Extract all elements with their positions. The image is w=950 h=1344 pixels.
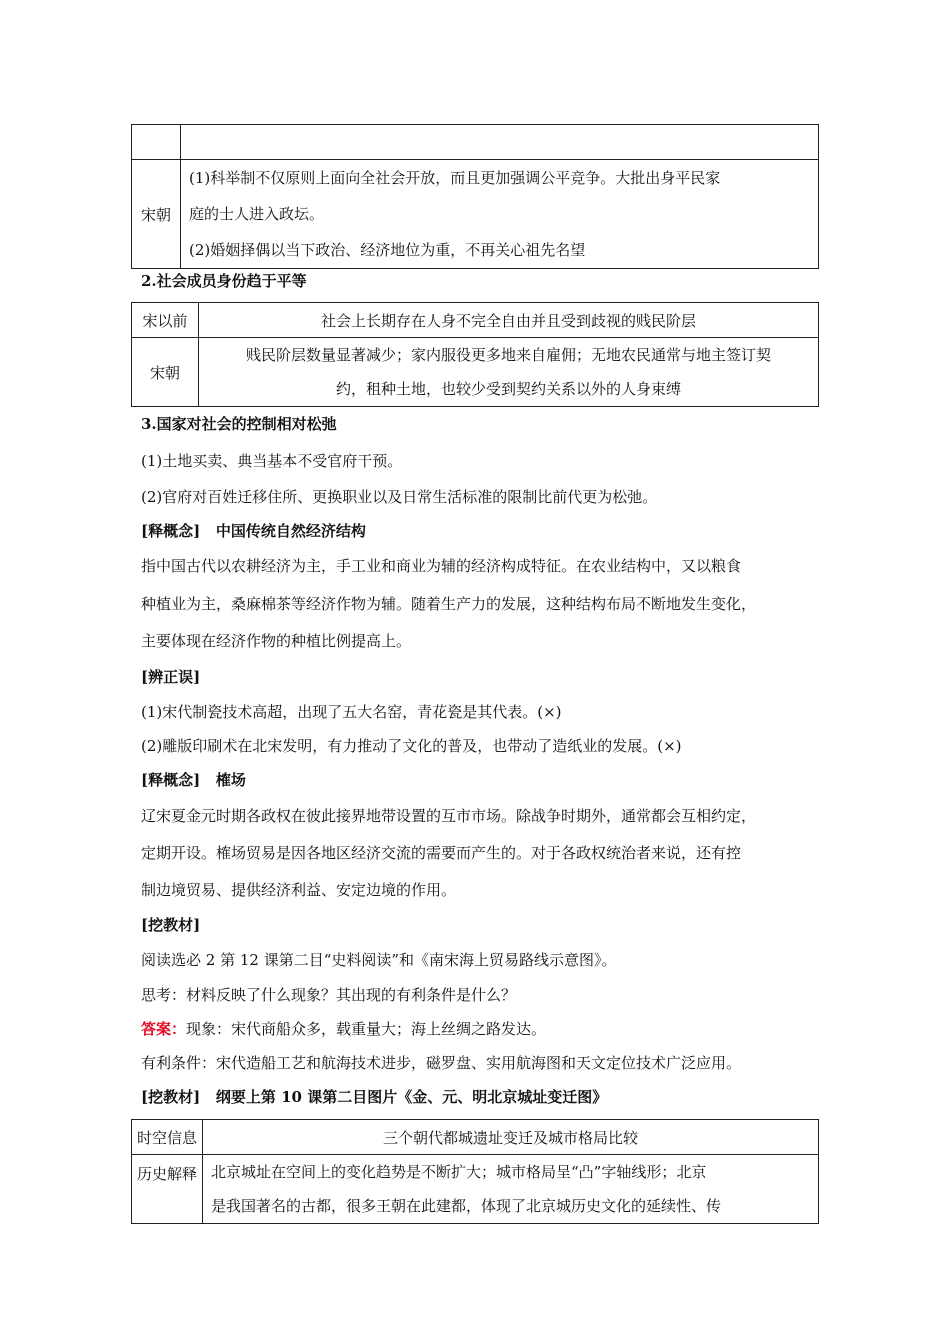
beijing-city-table xyxy=(131,1119,819,1224)
table-cell: 社会上长期存在人身不完全自由并且受到歧视的贱民阶层 xyxy=(199,303,819,338)
paragraph-line: 辽宋夏金元时期各政权在彼此接界地带设置的互市市场。除战争时期外，通常都会互相约定， xyxy=(141,807,757,825)
paragraph-line: 主要体现在经济作物的种植比例提高上。 xyxy=(141,632,412,650)
table-row xyxy=(132,125,819,160)
answer-label: 答案： xyxy=(141,1020,187,1038)
song-dynasty-table xyxy=(131,124,819,269)
textbook-title: 纲要上第 10 课第二目图片《金、元、明北京城址变迁图》 xyxy=(215,1088,608,1106)
correction-item: (1)宋代制瓷技术高超，出现了五大名窑，青花瓷是其代表。(×) xyxy=(141,703,562,721)
cell-line: 约，租种土地，也较少受到契约关系以外的人身束缚 xyxy=(335,380,681,398)
section-3-item: (2)官府对百姓迁移住所、更换职业以及日常生活标准的限制比前代更为松弛。 xyxy=(141,488,658,506)
concept-title: 中国传统自然经济结构 xyxy=(215,522,366,540)
concept-tag: [释概念] xyxy=(141,771,201,789)
row-label: 宋朝 xyxy=(132,338,199,407)
paragraph-line: 制边境贸易、提供经济利益、安定边境的作用。 xyxy=(141,881,457,899)
paragraph-line: 定期开设。榷场贸易是因各地区经济交流的需要而产生的。对于各政权统治者来说，还有控 xyxy=(141,844,742,862)
table-row xyxy=(132,1155,819,1224)
paragraph-line: 有利条件：宋代造船工艺和航海技术进步，磁罗盘、实用航海图和天文定位技术广泛应用。 xyxy=(141,1054,742,1072)
table-cell xyxy=(181,125,819,160)
answer-line xyxy=(141,1019,546,1039)
row-label: 历史解释 xyxy=(132,1155,203,1224)
cell-line: 贱民阶层数量显著减少；家内服役更多地来自雇佣；无地农民通常与地主签订契 xyxy=(245,346,771,364)
row-label: 宋朝 xyxy=(132,160,181,269)
section-3-title: 3.国家对社会的控制相对松弛 xyxy=(141,415,337,433)
cell-line: (2)婚姻择偶以当下政治、经济地位为重，不再关心祖先名望 xyxy=(189,241,586,259)
paragraph-line: 种植业为主，桑麻棉茶等经济作物为辅。随着生产力的发展，这种结构布局不断地发生变化， xyxy=(141,595,757,613)
correction-item: (2)雕版印刷术在北宋发明，有力推动了文化的普及，也带动了造纸业的发展。(×) xyxy=(141,737,682,755)
table-cell xyxy=(132,125,181,160)
answer-text: 现象：宋代商船众多，载重量大；海上丝绸之路发达。 xyxy=(186,1020,547,1038)
cell-line: 庭的士人进入政坛。 xyxy=(189,205,325,223)
table-row xyxy=(132,303,819,338)
table-cell xyxy=(181,160,819,269)
section-2-title: 2.社会成员身份趋于平等 xyxy=(141,272,307,290)
paragraph-line: 指中国古代以农耕经济为主，手工业和商业为辅的经济构成特征。在农业结构中，又以粮食 xyxy=(141,557,742,575)
row-label: 时空信息 xyxy=(132,1120,203,1155)
cell-line: 北京城址在空间上的变化趋势是不断扩大；城市格局呈“凸”字轴线形；北京 xyxy=(211,1163,707,1181)
paragraph-line: 阅读选必 2 第 12 课第二目“史料阅读”和《南宋海上贸易路线示意图》。 xyxy=(141,951,617,969)
social-status-table xyxy=(131,302,819,407)
cell-line: 是我国著名的古都，很多王朝在此建都，体现了北京城历史文化的延续性、传 xyxy=(211,1197,722,1215)
textbook-2-heading xyxy=(141,1087,607,1107)
concept-2-heading xyxy=(141,770,246,790)
table-row xyxy=(132,160,819,269)
table-cell: 三个朝代都城遗址变迁及城市格局比较 xyxy=(203,1120,819,1155)
textbook-tag: [挖教材] xyxy=(141,1088,201,1106)
table-row xyxy=(132,338,819,407)
paragraph-line: 思考：材料反映了什么现象？其出现的有利条件是什么？ xyxy=(141,986,517,1004)
table-row xyxy=(132,1120,819,1155)
concept-title: 榷场 xyxy=(215,771,246,789)
concept-1-heading xyxy=(141,521,366,541)
concept-tag: [释概念] xyxy=(141,522,201,540)
correction-tag: [辨正误] xyxy=(141,668,201,686)
cell-line: (1)科举制不仅原则上面向全社会开放，而且更加强调公平竞争。大批出身平民家 xyxy=(189,169,721,187)
table-cell xyxy=(203,1155,819,1224)
section-3-item: (1)土地买卖、典当基本不受官府干预。 xyxy=(141,452,403,470)
textbook-1-tag: [挖教材] xyxy=(141,916,201,934)
row-label: 宋以前 xyxy=(132,303,199,338)
table-cell xyxy=(199,338,819,407)
